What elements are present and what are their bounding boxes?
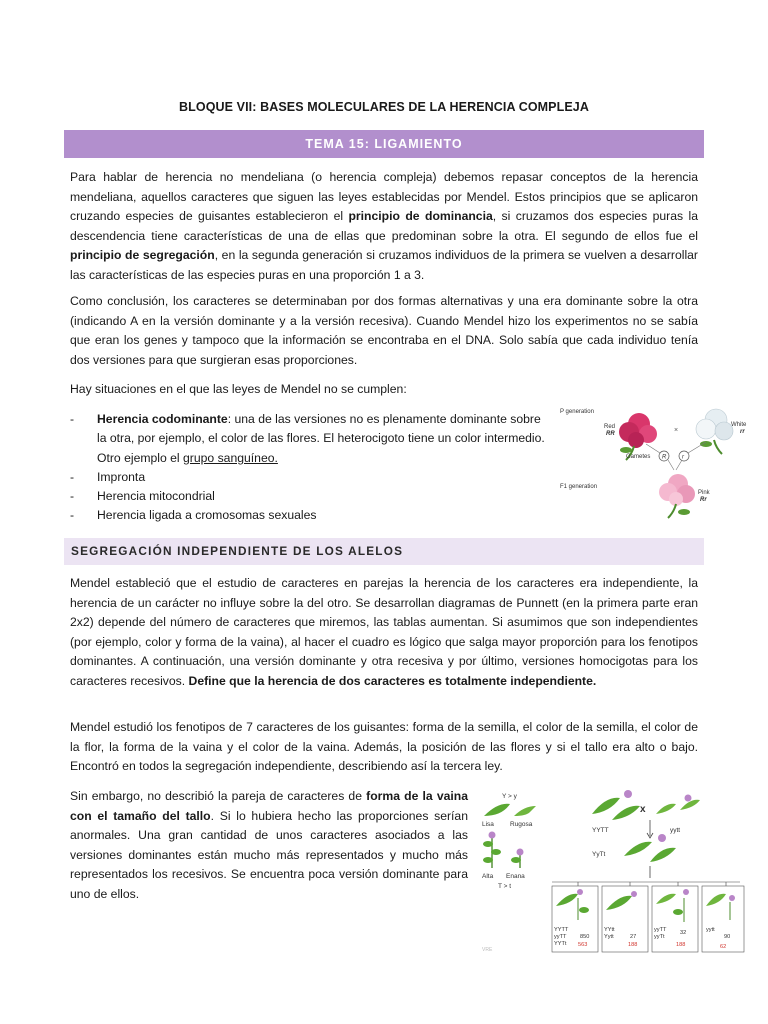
box2-count-red: 188 — [628, 942, 638, 948]
box4-count: 90 — [724, 934, 731, 940]
list-dash: - — [70, 469, 75, 484]
pea-cross-figure — [480, 786, 748, 954]
gamete-r-circle — [679, 451, 689, 461]
item-mitocondrial: Herencia mitocondrial — [97, 489, 215, 504]
red-flower-icon — [619, 413, 657, 460]
f1-label: YyTt — [592, 851, 606, 858]
p4-text: Mendel estableció que el estudio de caracteres en parejas la herencia de los caracteres era independiente, la herencia de un carácter no influye sobre la del otro. Se desarrollan diagramas de Punnett (en la primera parte eran 2x2) depende del número de caracteres que miremos, las tablas aumentan. Si asumimos que son independientes (por ejemplo, color y forma de la vaina), al hacer el cuadro es lógico que salga mayor proporción para los fenotipos dominantes. A continuación, una versión dominante y otra recesiva y por último, versiones homocigotas para los caracteres recesivos. — [70, 576, 698, 688]
cross-symbol: × — [674, 427, 679, 434]
white-label: White — [731, 422, 747, 428]
list-item — [70, 506, 550, 525]
segregacion-paragraph-2: Mendel estudió los fenotipos de 7 caracteres de los guisantes: forma de la semilla, el color de la semilla, el color de la flor, la forma de la vaina y el color de la vaina. Además, la posición de las flores y si el tallo era alto o bajo. Encontró en todos la segregación independiente, describiendo así la tercera ley. — [70, 720, 698, 773]
red-genotype: RR — [606, 431, 615, 437]
document-title: BLOQUE VII: BASES MOLECULARES DE LA HERENCIA COMPLEJA — [179, 100, 589, 114]
list-dash: - — [70, 508, 75, 523]
p6-bold: forma de la vaina con el tamaño del tallo — [70, 789, 468, 823]
box3-count-red: 188 — [676, 942, 686, 948]
parent-recessive-label: yytt — [670, 827, 681, 834]
rugosa-label: Rugosa — [510, 821, 533, 828]
box1-geno-1: YYTT — [554, 927, 569, 933]
box1-count: 850 — [580, 934, 590, 940]
gamete-r: r — [682, 454, 684, 461]
grupo-sanguineo-link[interactable]: grupo sanguíneo. — [183, 450, 278, 465]
box4-geno-1: yytt — [706, 927, 715, 933]
p6-text-c: . Si lo hubiera hecho las proporciones serían anormales. Una gran cantidad de unos caracteres asociados a las versiones dominantes están mucho más representados y mucho más representados los recesivos. Se encuentra poca versión dominante para uno de ellos. — [70, 808, 468, 901]
box4-count-red: 62 — [720, 944, 727, 950]
p1-text-e: , en la segunda generación si cruzamos individuos de la primera se vuelven a desarrollar las características de las especies puras en una proporción 1 a 3. — [70, 248, 698, 282]
item-bold-codominante: Herencia codominante — [97, 412, 228, 426]
section-banner-segregacion: SEGREGACIÓN INDEPENDIENTE DE LOS ALELOS — [64, 538, 704, 565]
cross-x: x — [640, 804, 646, 815]
list-dash: - — [70, 489, 75, 504]
tema-banner: TEMA 15: LIGAMIENTO — [64, 130, 704, 158]
list-item — [70, 410, 550, 468]
pink-flower-icon — [659, 474, 695, 518]
item-ligada: Herencia ligada a cromosomas sexuales — [97, 508, 317, 523]
item-impronta: Impronta — [97, 469, 146, 484]
p4-bold: Define que la herencia de dos caracteres es totalmente independiente. — [188, 673, 597, 688]
p1-text-a: Para hablar de herencia no mendeliana (o herencia compleja) debemos repasar conceptos de la herencia mendeliana, aquellos caracteres que siguen las leyes establecidas por Mendel. Estos principios que se aplicaron cruzando especies de guisantes establecieron el — [70, 170, 698, 223]
list-item — [70, 468, 550, 487]
intro-paragraph-2: Como conclusión, los caracteres se determinaban por dos formas alternativas y una era dominante sobre la otra (indicando A en la versión dominante y a la versión recesiva). Cuando Mendel hizo los experimentos no se sabía que eran los genes y tampoco que la información se encontraba en el DNA. Solo sabía que cada individuo tenía dos versiones para que surgieran esas proporciones. — [70, 294, 698, 367]
box3-geno-1: yyTT — [654, 927, 667, 933]
item-text: : una de las versiones no es plenamente dominante sobre la otra, por ejemplo, el color de las flores. El heterocigoto tiene un color intermedio. Otro ejemplo el — [97, 412, 545, 465]
box2-geno-2: Yytt — [604, 934, 614, 940]
box3-count: 32 — [680, 930, 687, 936]
list-item — [70, 487, 550, 506]
gamete-R: R — [662, 454, 667, 461]
p-generation-label: P generation — [560, 409, 594, 415]
alta-label: Alta — [482, 873, 494, 880]
enana-label: Enana — [506, 873, 525, 880]
segregacion-paragraph-1 — [70, 574, 698, 691]
box2-count: 27 — [630, 934, 637, 940]
y-dominance-label: Y > y — [502, 793, 517, 800]
white-flower-icon — [696, 409, 733, 454]
p1-bold-segregacion: principio de segregación — [70, 248, 215, 262]
p6-text-a: Sin embargo, no describió la pareja de caracteres de — [70, 789, 367, 803]
p1-text-c: , si cruzamos dos especies puras la descendencia tiene características de una de ellas que predominan sobre la otra. El segundo de ellos fue el — [70, 209, 698, 243]
box1-geno-3: YYTt — [554, 941, 567, 947]
f1-generation-label: F1 generation — [560, 484, 598, 490]
pink-label: Pink — [698, 490, 710, 496]
footer-mark: VRE — [482, 947, 493, 953]
pink-genotype: Rr — [700, 497, 707, 503]
red-label: Red — [604, 424, 616, 430]
parent-yytt-label: YYTT — [592, 827, 609, 834]
box3-geno-2: yyTt — [654, 934, 665, 940]
box1-count-red: 563 — [578, 942, 588, 948]
lisa-label: Lisa — [482, 821, 494, 828]
intro-paragraph-3: Hay situaciones en el que las leyes de Mendel no se cumplen: — [70, 382, 407, 396]
gametes-label: Gametes — [626, 454, 651, 460]
box1-geno-2: yyTT — [554, 934, 567, 940]
p1-bold-dominancia: principio de dominancia — [348, 209, 493, 223]
box2-geno-1: YYtt — [604, 927, 615, 933]
segregacion-paragraph-3 — [70, 787, 468, 904]
white-genotype: rr — [740, 429, 745, 435]
codominance-figure — [556, 402, 756, 522]
list-dash: - — [70, 412, 75, 426]
exceptions-list — [70, 410, 550, 526]
intro-paragraph-1 — [70, 168, 698, 285]
t-dominance-label: T > t — [498, 883, 512, 890]
